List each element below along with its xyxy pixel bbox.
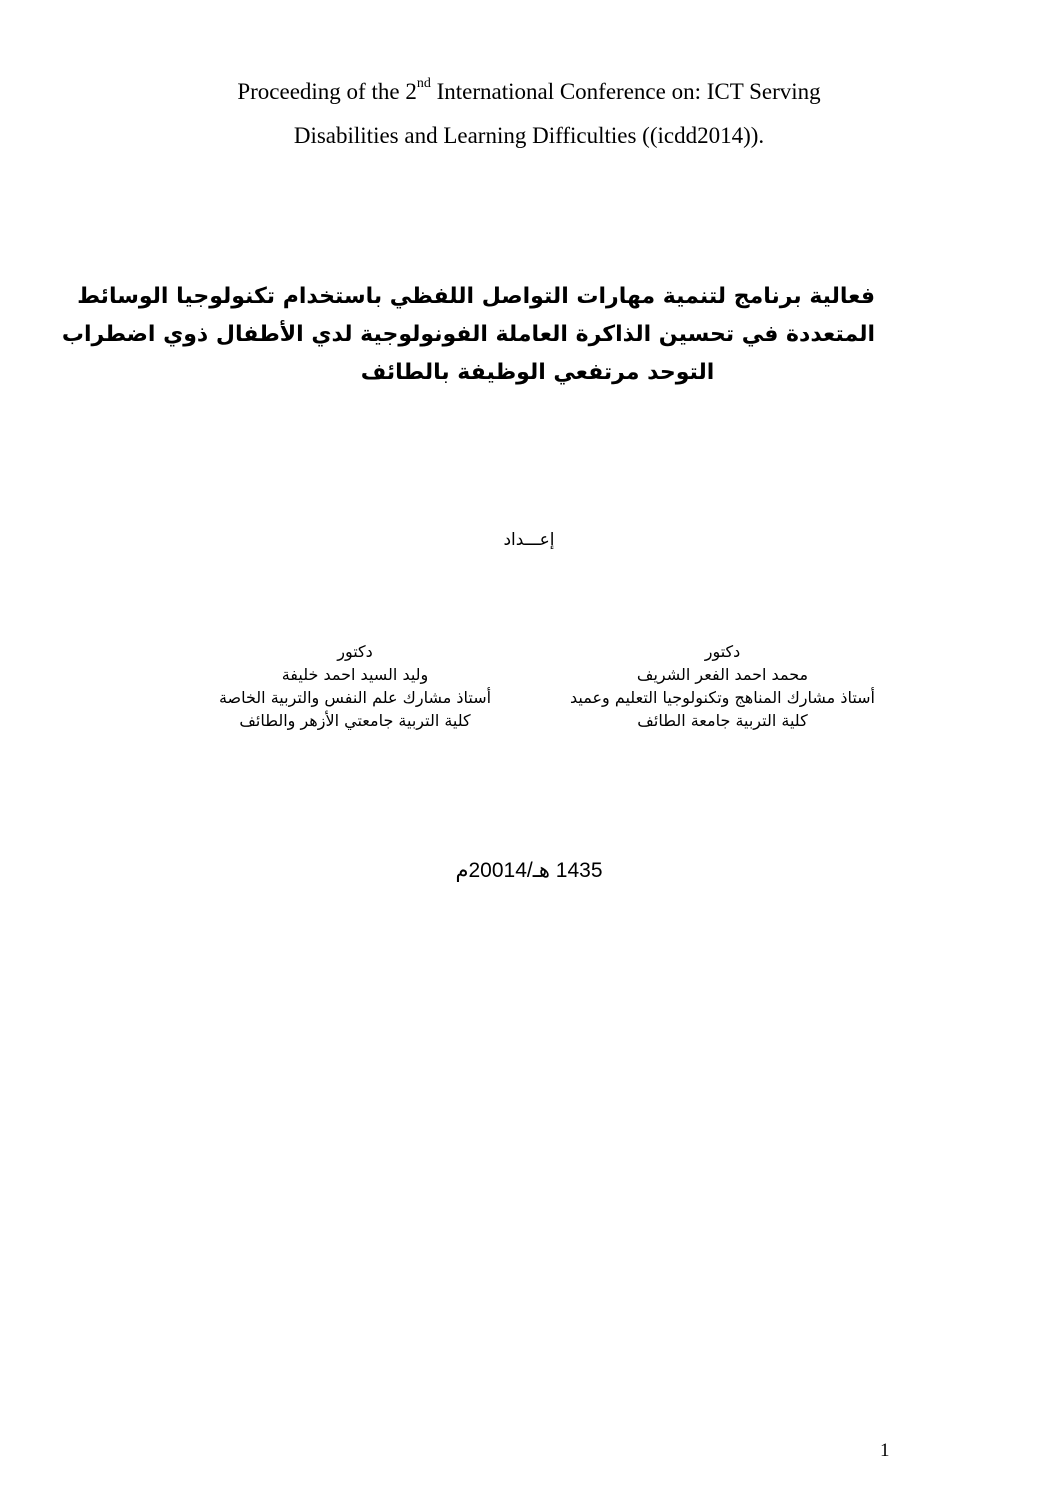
- author-block-1: [535, 640, 910, 732]
- conference-header-prefix: Proceeding of the 2: [237, 79, 417, 104]
- conference-header-line-2: Disabilities and Learning Difficulties ((icdd2014)).: [293, 123, 765, 148]
- conference-header-suffix: International Conference on: ICT Serving: [430, 79, 821, 104]
- paper-title-line-3: التوحد مرتفعي الوظيفة بالطائف: [360, 360, 715, 385]
- author-1-affiliation: كلية التربية جامعة الطائف: [637, 711, 808, 730]
- ordinal-superscript: nd: [416, 76, 431, 91]
- author-2-name: وليد السيد احمد خليفة: [281, 665, 429, 684]
- author-block-2: [195, 640, 515, 732]
- author-2-position: أستاذ مشارك علم النفس والتربية الخاصة: [218, 688, 492, 707]
- author-1-position: أستاذ مشارك المناهج وتكنولوجيا التعليم وعميد: [569, 688, 875, 707]
- paper-title: [61, 278, 875, 392]
- paper-title-line-1: فعالية برنامج لتنمية مهارات التواصل اللفظي باستخدام تكنولوجيا الوسائط: [77, 284, 875, 309]
- author-1-title: دكتور: [704, 642, 741, 661]
- conference-header-line-1: [0, 76, 1058, 104]
- paper-title-line-2: المتعددة في تحسين الذاكرة العاملة الفونولوجية لدي الأطفال ذوي اضطراب: [61, 322, 875, 347]
- page-number: 1: [880, 1440, 890, 1461]
- author-2-affiliation: كلية التربية جامعتي الأزهر والطائف: [239, 711, 471, 730]
- author-2-title: دكتور: [337, 642, 373, 661]
- author-1-name: محمد احمد الفعر الشريف: [636, 665, 809, 684]
- prepared-by-label: إعـــداد: [503, 530, 555, 550]
- publication-date: 1435 هـ/20014م: [455, 859, 603, 882]
